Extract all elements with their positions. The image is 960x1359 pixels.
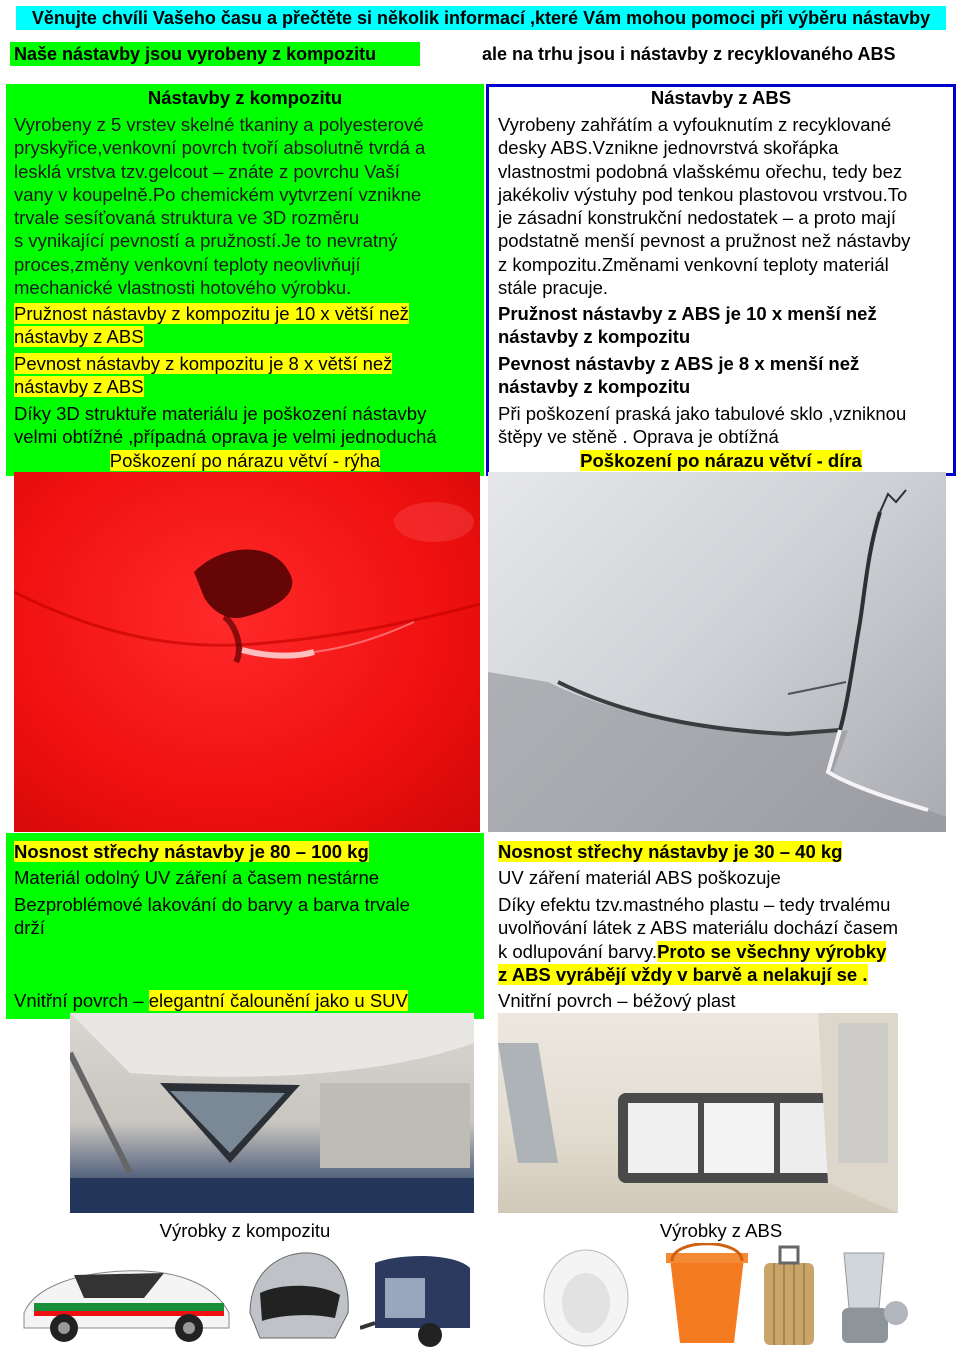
abs-interior-illustration xyxy=(498,1013,898,1213)
composite-scratch-photo xyxy=(14,472,480,832)
trailer-photo xyxy=(360,1243,480,1351)
suitcase-illustration xyxy=(758,1243,820,1351)
abs-hole-photo xyxy=(488,472,946,832)
left-damage: Díky 3D struktuře materiálu je poškození nástavby velmi obtížné ,případná oprava je velmi jednoduchá xyxy=(14,403,437,448)
toilet-seat-illustration xyxy=(536,1243,634,1351)
right-products-title: Výrobky z ABS xyxy=(659,1220,783,1241)
right-heading: ale na trhu jsou i nástavby z recyklovaného ABS xyxy=(482,44,896,64)
scratch-illustration xyxy=(14,472,480,832)
suitcase-photo xyxy=(758,1243,820,1351)
top-banner: Věnujte chvíli Vašeho času a přečtěte si několik informací ,které Vám mohou pomoci při výběru nástavby xyxy=(16,6,946,30)
right-damage: Při poškození praská jako tabulové sklo ,vzniknou štěpy ve stěně . Oprava je obtížná xyxy=(498,403,907,448)
left-strength: Pevnost nástavby z kompozitu je 8 x větší než nástavby z ABS xyxy=(14,353,393,398)
left-description: Vyrobeny z 5 vrstev skelné tkaniny a polyesterové pryskyřice,venkovní povrch tvoří absolutně tvrdá a lesklá vrstva tzv.gelcout – znáte z povrchu Vaší vany v koupelně.Po chemickém vytvrzení vznikne trvale sesíťovaná struktura ve 3D rozměru s vynikající pevností a pružností.Je to nevratný proces,změny venkovní teploty neovlivňují mechanické vlastnosti hotového výrobku. xyxy=(14,114,426,299)
left-paint: Bezproblémové lakování do barvy a barva trvale drží xyxy=(14,894,410,939)
trailer-illustration xyxy=(360,1243,480,1351)
right-paint: Díky efektu tzv.mastného plastu – tedy trvalému uvolňování látek z ABS materiálu dochází časem k odlupování barvy.Proto se všechny výrobky z ABS vyrábějí vždy v barvě a nelakují se . xyxy=(498,894,899,985)
right-interior: Vnitřní povrch – béžový plast xyxy=(498,990,736,1011)
left-title: Nástavby z kompozitu xyxy=(147,87,343,108)
blender-photo xyxy=(824,1243,912,1351)
left-damage-caption: Poškození po nárazu větví - rýha xyxy=(109,450,381,471)
right-title: Nástavby z ABS xyxy=(650,87,792,108)
composite-interior-photo xyxy=(70,1013,474,1213)
right-elasticity: Pružnost nástavby z ABS je 10 x menší než nástavby z kompozitu xyxy=(498,303,877,348)
left-heading: Naše nástavby jsou vyrobeny z kompozitu xyxy=(10,42,420,66)
left-elasticity: Pružnost nástavby z kompozitu je 10 x větší než nástavby z ABS xyxy=(14,303,409,348)
right-description: Vyrobeny zahřátím a vyfouknutím z recyklované desky ABS.Vznikne jednovrstvá skořápka vlastnostmi podobná vlašskému ořechu, tedy bez jakékoliv výstuhy pod tenkou plastovou vrstvou.To je zásadní konstrukční nedostatek – a proto mají podstatně menší pevnost a pružnost než nástavby z kompozitu.Změnami venkovní teploty materiál stále pracuje. xyxy=(498,114,911,299)
toilet-seat-photo xyxy=(536,1243,634,1351)
left-interior: Vnitřní povrch – elegantní čalounění jako u SUV xyxy=(14,990,408,1011)
helmet-illustration xyxy=(240,1243,356,1351)
interior-illustration xyxy=(70,1013,474,1213)
left-uv: Materiál odolný UV záření a časem nestárne xyxy=(14,867,380,888)
right-roof-load: Nosnost střechy nástavby je 30 – 40 kg xyxy=(498,841,843,862)
car-illustration xyxy=(14,1243,236,1351)
crack-illustration xyxy=(488,472,946,832)
right-damage-caption: Poškození po nárazu větví - díra xyxy=(580,450,862,471)
left-roof-load: Nosnost střechy nástavby je 80 – 100 kg xyxy=(14,841,369,862)
right-strength: Pevnost nástavby z ABS je 8 x menší než nástavby z kompozitu xyxy=(498,353,860,398)
bucket-photo xyxy=(660,1243,754,1351)
left-products-title: Výrobky z kompozitu xyxy=(159,1220,331,1241)
rally-car-photo xyxy=(14,1243,236,1351)
abs-interior-photo xyxy=(498,1013,898,1213)
bucket-illustration xyxy=(660,1243,754,1351)
helmet-photo xyxy=(240,1243,356,1351)
blender-illustration xyxy=(824,1243,912,1351)
right-uv: UV záření materiál ABS poškozuje xyxy=(498,867,781,888)
